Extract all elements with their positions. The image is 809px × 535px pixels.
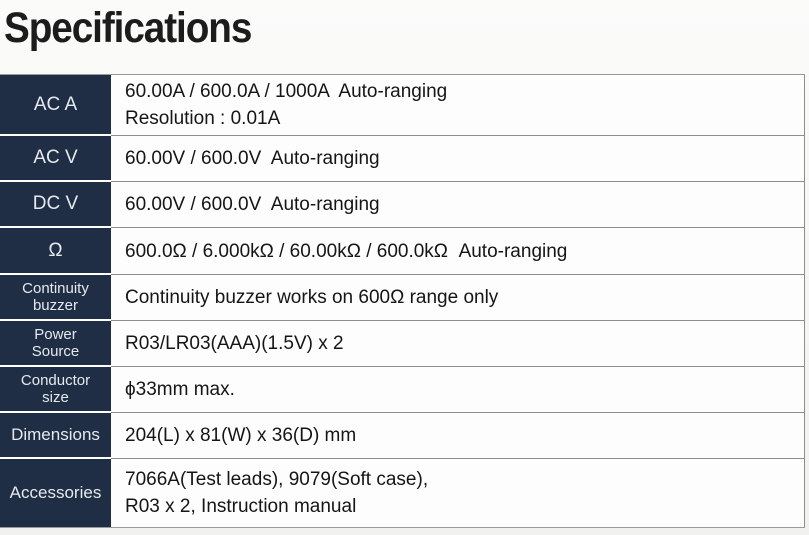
- row-label-text: AC V: [33, 147, 78, 168]
- row-label-power-source: [0, 321, 111, 367]
- page-title: Specifications: [4, 4, 252, 52]
- row-value-continuity-buzzer: [111, 275, 805, 321]
- row-value-power-source: [111, 321, 805, 367]
- row-label-line: Continuity: [22, 280, 89, 297]
- row-value-line: 7066A(Test leads), 9079(Soft case),: [125, 469, 429, 490]
- row-label-line: Power: [34, 326, 77, 343]
- specifications-table: [0, 74, 805, 528]
- row-label-ac-v: [0, 136, 111, 182]
- row-value-line: R03/LR03(AAA)(1.5V) x 2: [125, 333, 344, 354]
- row-label-conductor-size: [0, 367, 111, 413]
- row-label-text: Ω: [48, 239, 63, 261]
- row-label-line: Conductor: [20, 372, 91, 389]
- row-value-line: 60.00V / 600.0V Auto-ranging: [125, 148, 380, 169]
- row-label-resistance: [0, 228, 111, 275]
- row-value-line: 60.00A / 600.0A / 1000A Auto-ranging: [125, 81, 448, 102]
- row-value-line: 600.0Ω / 6.000kΩ / 60.00kΩ / 600.0kΩ Auto-ranging: [125, 240, 568, 262]
- row-label-line: size: [42, 389, 69, 406]
- row-label-dimensions: [0, 413, 111, 459]
- row-value-line: 60.00V / 600.0V Auto-ranging: [125, 194, 380, 215]
- row-value-resistance: [111, 228, 805, 275]
- row-value-conductor-size: [111, 367, 805, 413]
- row-label-text: Accessories: [9, 483, 102, 502]
- row-value-ac-v: [111, 136, 805, 182]
- row-value-dimensions: [111, 413, 805, 459]
- row-label-line: buzzer: [32, 297, 78, 314]
- row-value-line: R03 x 2, Instruction manual: [125, 496, 357, 517]
- row-label-text: DC V: [32, 193, 79, 214]
- row-label-text: [22, 280, 89, 314]
- row-value-line: Resolution : 0.01A: [125, 108, 281, 129]
- row-label-line: Source: [31, 343, 80, 360]
- row-label-accessories: [0, 459, 111, 527]
- row-label-text: AC A: [33, 93, 78, 115]
- row-value-accessories: [111, 459, 805, 527]
- row-label-text: Dimensions: [11, 425, 100, 444]
- row-value-line: Continuity buzzer works on 600Ω range only: [125, 287, 499, 308]
- row-label-dc-v: [0, 182, 111, 228]
- row-label-continuity-buzzer: [0, 275, 111, 321]
- row-value-line: 204(L) x 81(W) x 36(D) mm: [125, 425, 357, 446]
- row-value-dc-v: [111, 182, 805, 228]
- row-value-ac-a: [111, 75, 805, 136]
- row-label-ac-a: [0, 75, 111, 136]
- row-label-text: [32, 326, 80, 360]
- row-value-line: ϕ33mm max.: [125, 379, 235, 400]
- row-label-text: [21, 372, 90, 406]
